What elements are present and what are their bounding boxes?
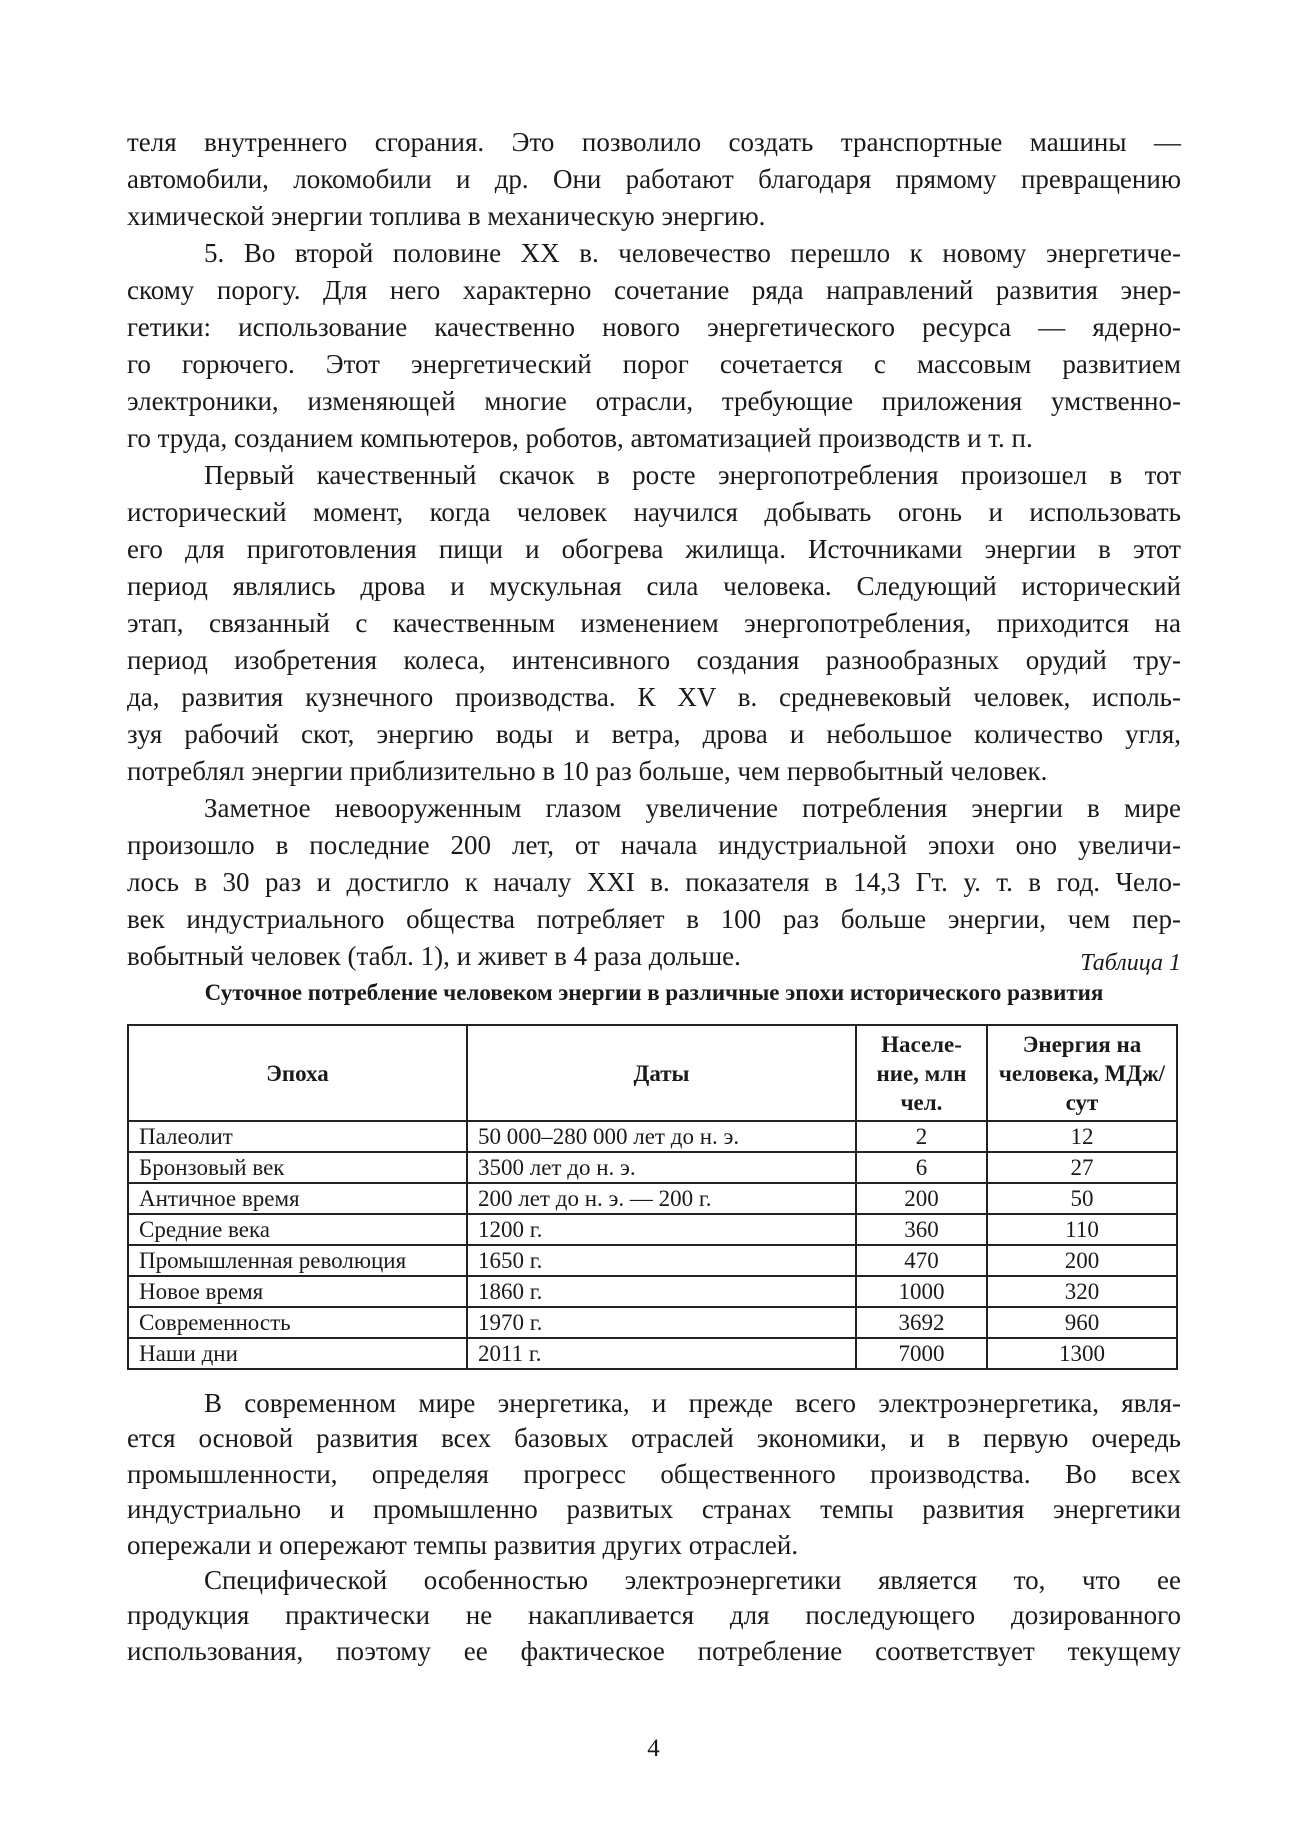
cell-energy: 320 [987,1276,1177,1307]
paragraph [127,1386,1181,1563]
text-line: Заметное невооруженным глазом увеличение потребления энергии в мире [204,793,1181,823]
cell-population: 470 [856,1245,987,1276]
cell-population: 6 [856,1152,987,1183]
cell-epoch: Бронзовый век [128,1152,467,1183]
cell-population: 7000 [856,1338,987,1369]
text-line: Первый качественный скачок в росте энергопотребления произошел в тот [204,460,1181,490]
cell-epoch: Новое время [128,1276,467,1307]
cell-population: 360 [856,1214,987,1245]
text-line: исторический момент, когда человек научился добывать огонь и использовать [127,497,1181,527]
cell-epoch: Палеолит [128,1121,467,1152]
table-row [128,1245,1177,1276]
cell-epoch: Промышленная революция [128,1245,467,1276]
text-line: гетики: использование качественно нового энергетического ресурса — ядерно- [127,312,1181,342]
cell-energy: 200 [987,1245,1177,1276]
text-line: век индустриального общества потребляет в 100 раз больше энергии, чем пер- [127,904,1181,934]
table-row [128,1152,1177,1183]
table-row [128,1276,1177,1307]
cell-energy: 960 [987,1307,1177,1338]
text-line: опережали и опережают темпы развития других отраслей. [127,1529,799,1560]
cell-epoch: Наши дни [128,1338,467,1369]
cell-dates: 200 лет до н. э. — 200 г. [467,1183,856,1214]
cell-energy: 50 [987,1183,1177,1214]
cell-dates: 1200 г. [467,1214,856,1245]
table-row [128,1338,1177,1369]
text-line: го горючего. Этот энергетический порог сочетается с массовым развитием [127,349,1181,379]
cell-energy: 27 [987,1152,1177,1183]
cell-energy: 110 [987,1214,1177,1245]
table-title: Суточное потребление человеком энергии в различные эпохи исторического развития [204,980,1104,1005]
table-row [128,1214,1177,1245]
paragraph [127,235,1181,457]
cell-energy: 1300 [987,1338,1177,1369]
body-text-bottom [127,1386,1181,1669]
text-line: Специфической особенностью электроэнергетики является то, что ее [204,1564,1181,1595]
text-line: потреблял энергии приблизительно в 10 раз больше, чем первобытный человек. [127,756,1048,786]
text-line: теля внутреннего сгорания. Это позволило создать транспортные машины — [127,127,1181,157]
text-line: лось в 30 раз и достигло к началу XXI в. показателя в 14,3 Гт. у. т. в год. Чело- [127,867,1181,897]
text-line: промышленности, определяя прогресс общественного производства. Во всех [127,1458,1181,1489]
table-row [128,1307,1177,1338]
text-line: скому порогу. Для него характерно сочетание ряда направлений развития энер- [127,275,1181,305]
body-text-top [127,124,1181,975]
text-line: продукция практически не накапливается для последующего дозированного [127,1600,1181,1631]
text-line: период являлись дрова и мускульная сила человека. Следующий исторический [127,571,1181,601]
text-line: 5. Во второй половине XX в. человечество перешло к новому энергетиче- [204,238,1181,268]
text-line: ется основой развития всех базовых отраслей экономики, и в первую очередь [127,1423,1181,1454]
table-row [128,1183,1177,1214]
cell-epoch: Средние века [128,1214,467,1245]
cell-population: 2 [856,1121,987,1152]
text-line: химической энергии топлива в механическую энергию. [127,201,766,231]
table-row [128,1121,1177,1152]
text-line: зуя рабочий скот, энергию воды и ветра, дрова и небольшое количество угля, [127,719,1181,749]
paragraph [127,790,1181,975]
cell-dates: 2011 г. [467,1338,856,1369]
cell-population: 200 [856,1183,987,1214]
text-line: В современном мире энергетика, и прежде всего электроэнергетика, явля- [204,1388,1181,1418]
table-caption: Таблица 1 [1080,950,1181,976]
cell-dates: 3500 лет до н. э. [467,1152,856,1183]
text-line: автомобили, локомобили и др. Они работают благодаря прямому превращению [127,164,1181,194]
text-line: произошло в последние 200 лет, от начала индустриальной эпохи оно увеличи- [127,830,1181,860]
header-epoch: Эпоха [128,1025,467,1121]
page-number: 4 [647,1735,660,1762]
cell-population: 3692 [856,1307,987,1338]
cell-energy: 12 [987,1121,1177,1152]
text-line: этап, связанный с качественным изменением энергопотребления, приходится на [127,608,1181,638]
paragraph [127,457,1181,790]
paragraph [127,124,1181,235]
cell-dates: 50 000–280 000 лет до н. э. [467,1121,856,1152]
cell-dates: 1650 г. [467,1245,856,1276]
table-header-row [128,1025,1177,1121]
text-line: его для приготовления пищи и обогрева жилища. Источниками энергии в этот [127,534,1181,564]
header-population: Населе-ние, млн чел. [856,1025,987,1121]
text-line: да, развития кузнечного производства. К XV в. средневековый человек, исполь- [127,682,1181,712]
header-energy: Энергия на человека, МДж/сут [987,1025,1177,1121]
cell-dates: 1860 г. [467,1276,856,1307]
cell-epoch: Античное время [128,1183,467,1214]
text-line: электроники, изменяющей многие отрасли, требующие приложения умственно- [127,386,1181,416]
text-line: индустриально и промышленно развитых странах темпы развития энергетики [127,1494,1181,1525]
text-line: использования, поэтому ее фактическое потребление соответствует текущему [127,1635,1181,1666]
text-line: го труда, созданием компьютеров, роботов, автоматизацией производств и т. п. [127,423,1033,453]
energy-consumption-table [127,1024,1178,1370]
cell-dates: 1970 г. [467,1307,856,1338]
paragraph [127,1563,1181,1669]
text-line: вобытный человек (табл. 1), и живет в 4 раза дольше. [127,941,741,971]
header-dates: Даты [467,1025,856,1121]
cell-population: 1000 [856,1276,987,1307]
text-line: период изобретения колеса, интенсивного создания разнообразных орудий тру- [127,645,1181,675]
cell-epoch: Современность [128,1307,467,1338]
